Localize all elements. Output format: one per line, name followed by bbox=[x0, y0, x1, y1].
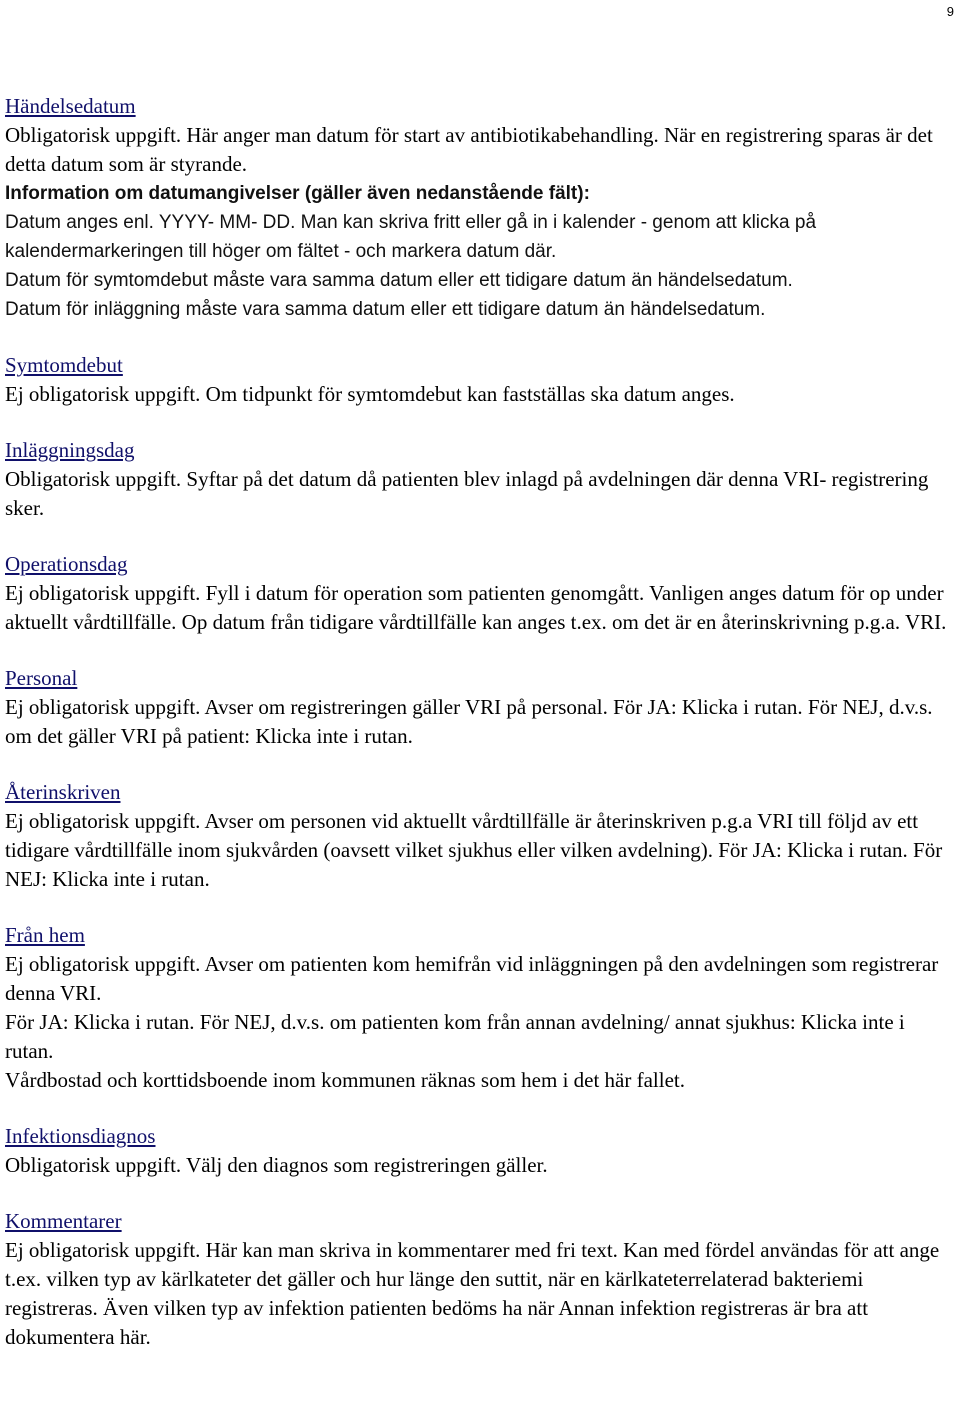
section-text: Obligatorisk uppgift. Här anger man datum för start av antibiotikabehandling. När en registrering sparas är det detta datum som är styrande. bbox=[5, 123, 933, 176]
section-heading: Kommentarer bbox=[5, 1209, 122, 1233]
info-text: Datum för inläggning måste vara samma datum eller ett tidigare datum än händelsedatum. bbox=[5, 299, 766, 320]
section-text: Ej obligatorisk uppgift. Avser om personen vid aktuellt vårdtillfälle är återinskriven p.g.a VRI till följd av ett tidigare vårdtillfälle inom sjukvården (oavsett vilket sjukhus eller vilken avdelning). För JA: Klicka i rutan. För NEJ: Klicka inte i rutan. bbox=[5, 809, 943, 891]
section-heading: Från hem bbox=[5, 923, 85, 947]
section-text: Ej obligatorisk uppgift. Avser om patienten kom hemifrån vid inläggningen på den avdelningen som registrerar denna VRI. bbox=[5, 952, 939, 1005]
info-heading: Information om datumangivelser (gäller även nedanstående fält): bbox=[5, 183, 590, 204]
section-heading: Operationsdag bbox=[5, 552, 128, 576]
section-heading: Infektionsdiagnos bbox=[5, 1124, 156, 1148]
section-heading: Inläggningsdag bbox=[5, 438, 135, 462]
section-infektionsdiagnos bbox=[5, 1122, 955, 1180]
section-text: Obligatorisk uppgift. Syftar på det datum då patienten blev inlagd på avdelningen där denna VRI- registrering sker. bbox=[5, 467, 929, 520]
section-text: För JA: Klicka i rutan. För NEJ, d.v.s. om patienten kom från annan avdelning/ annat sjukhus: Klicka inte i rutan. bbox=[5, 1010, 905, 1063]
section-heading: Händelsedatum bbox=[5, 94, 136, 118]
section-handelsedatum bbox=[5, 92, 955, 324]
section-text: Ej obligatorisk uppgift. Här kan man skriva in kommentarer med fri text. Kan med fördel användas för att ange t.ex. vilken typ av kärlkateter det gäller och hur länge den suttit, när en kärlkateterrelaterad bakteriemi registreras. Även vilken typ av infektion patienten bedöms ha när Annan infektion registreras är bra att dokumentera här. bbox=[5, 1238, 940, 1349]
section-text: Ej obligatorisk uppgift. Om tidpunkt för symtomdebut kan fastställas ska datum anges. bbox=[5, 382, 735, 406]
section-kommentarer bbox=[5, 1207, 955, 1352]
info-text: Datum anges enl. YYYY- MM- DD. Man kan skriva fritt eller gå in i kalender - genom att klicka på kalendermarkeringen till höger om fältet - och markera datum där. bbox=[5, 212, 817, 262]
section-heading: Personal bbox=[5, 666, 78, 690]
section-text: Ej obligatorisk uppgift. Fyll i datum för operation som patienten genomgått. Vanligen anges datum för op under aktuellt vårdtillfälle. Op datum från tidigare vårdtillfälle kan anges t.ex. om det är en återinskrivning p.g.a. VRI. bbox=[5, 581, 947, 634]
section-text: Vårdbostad och korttidsboende inom kommunen räknas som hem i det här fallet. bbox=[5, 1068, 686, 1092]
section-aterinskriven bbox=[5, 778, 955, 894]
section-text: Ej obligatorisk uppgift. Avser om registreringen gäller VRI på personal. För JA: Klicka i rutan. För NEJ, d.v.s. om det gäller VRI på patient: Klicka inte i rutan. bbox=[5, 695, 933, 748]
document-body bbox=[5, 92, 955, 1379]
section-symtomdebut bbox=[5, 351, 955, 409]
section-operationsdag bbox=[5, 550, 955, 637]
info-text: Datum för symtomdebut måste vara samma datum eller ett tidigare datum än händelsedatum. bbox=[5, 270, 793, 291]
section-inlaggningsdag bbox=[5, 436, 955, 523]
section-personal bbox=[5, 664, 955, 751]
section-heading: Återinskriven bbox=[5, 780, 121, 804]
section-fran-hem bbox=[5, 921, 955, 1095]
section-heading: Symtomdebut bbox=[5, 353, 123, 377]
page-number: 9 bbox=[946, 4, 954, 19]
section-text: Obligatorisk uppgift. Välj den diagnos som registreringen gäller. bbox=[5, 1153, 548, 1177]
